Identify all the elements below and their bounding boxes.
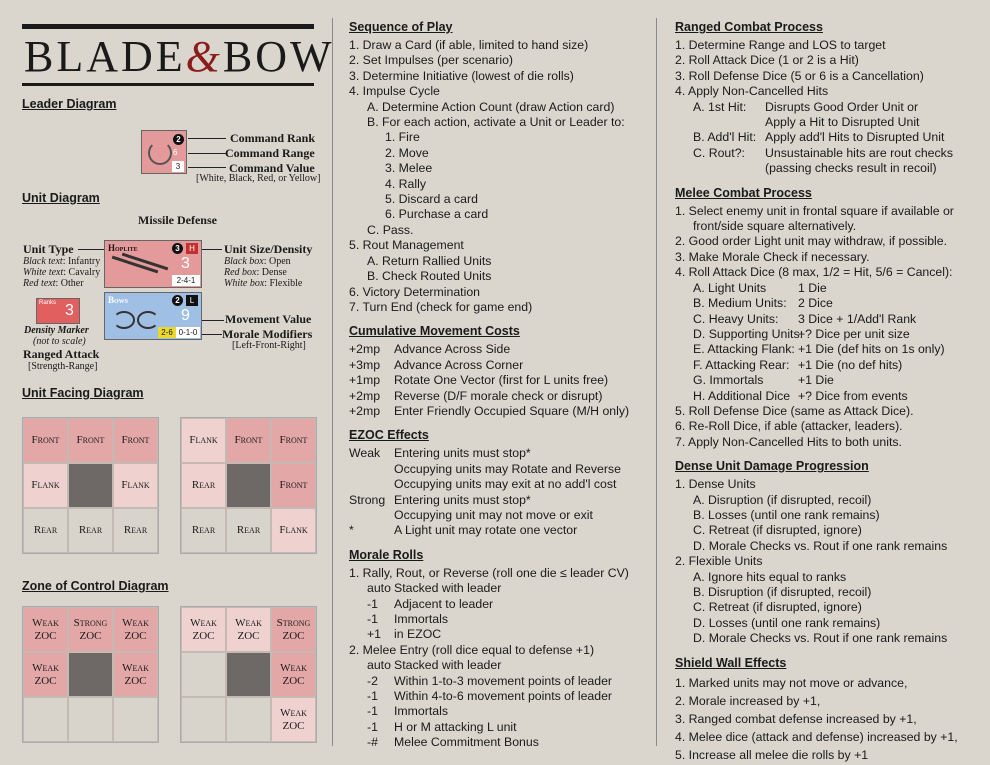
list-item bbox=[349, 674, 629, 689]
list-item: C. Retreat (if disrupted, ignore) bbox=[693, 600, 862, 615]
list-item bbox=[349, 612, 629, 627]
list-item bbox=[675, 312, 958, 327]
item-value: 3 Dice + 1/Add'l Rank bbox=[798, 311, 917, 326]
list-item: 4. Rally bbox=[385, 176, 427, 191]
item-key: G. Immortals bbox=[693, 373, 764, 388]
list-item: 3. Ranged combat defense increased by +1, bbox=[675, 711, 917, 726]
item-value: Within 1-to-3 movement points of leader bbox=[394, 673, 613, 688]
item-key: +2mp bbox=[349, 403, 381, 418]
item-key: -1 bbox=[367, 689, 378, 704]
list-item bbox=[675, 327, 958, 342]
movement-value: 3 bbox=[181, 255, 190, 272]
occupied-square bbox=[68, 652, 113, 697]
grid-square: Strong ZOC bbox=[68, 607, 113, 652]
item-key: D. Supporting Units: bbox=[693, 326, 804, 341]
command-range-label: Command Range bbox=[225, 146, 315, 160]
item-value: 2 Dice bbox=[798, 296, 833, 311]
morale-note: [Left-Front-Right] bbox=[232, 340, 306, 351]
facing-grid bbox=[180, 417, 317, 554]
item-key: +2mp bbox=[349, 342, 381, 357]
list-item bbox=[675, 358, 958, 373]
morale-mods: 2-4-1 bbox=[172, 275, 200, 286]
item-key: -1 bbox=[367, 612, 378, 626]
occupied-square bbox=[226, 463, 271, 508]
item-key: * bbox=[349, 523, 354, 538]
item-value: Occupying units may exit at no add'l cost bbox=[394, 477, 617, 492]
list-item: 6. Re-Roll Dice, if able (attacker, leaders). bbox=[675, 419, 903, 434]
item-key: B. Medium Units: bbox=[693, 296, 787, 311]
density-marker: Ranks 3 bbox=[36, 298, 80, 324]
grid-square: Rear bbox=[23, 508, 68, 553]
item-value: Stacked with leader bbox=[394, 658, 502, 673]
grid-square bbox=[181, 697, 226, 742]
list-item: 7. Apply Non-Cancelled Hits to both units. bbox=[675, 434, 902, 449]
list-item: C. Retreat (if disrupted, ignore) bbox=[693, 523, 862, 538]
item-value: Immortals bbox=[394, 612, 448, 626]
item-key: auto bbox=[367, 658, 391, 673]
density-note: (not to scale) bbox=[33, 336, 86, 347]
unit-name: Hoplite bbox=[108, 243, 138, 253]
list-item: 1. Draw a Card (if able, limited to hand size) bbox=[349, 38, 589, 52]
sequence-heading: Sequence of Play bbox=[349, 20, 453, 34]
item-key: +1mp bbox=[349, 373, 381, 388]
list-item bbox=[675, 161, 958, 176]
grid-square: Weak ZOC bbox=[271, 697, 316, 742]
zoc-grid bbox=[22, 606, 159, 743]
zoc-grid bbox=[180, 606, 317, 743]
bow-icon bbox=[113, 311, 135, 329]
list-item: 1. Determine Range and LOS to target bbox=[675, 38, 886, 52]
laurel-icon bbox=[148, 141, 172, 165]
list-item: A. Disruption (if disrupted, recoil) bbox=[693, 492, 872, 507]
rank-dot: 2 bbox=[173, 134, 184, 145]
occupied-square bbox=[226, 652, 271, 697]
item-key: F. Attacking Rear: bbox=[693, 357, 790, 372]
grid-square: Rear bbox=[181, 463, 226, 508]
middle-column: Sequence of Play 1. Draw a Card (if able, limited to hand size) 2. Set Impulses (per scenario) 3. Determine Initiative (lowest of die rolls) 4. Impulse Cycle A. Determine Action Count (draw Action card) B. For each action, activate a Unit or Leader to: 1. Fire 2. Move 3. Melee 4. Rally 5. Discard a card 6. Purchase a card C. Pass. 5. Rout Management A. Return Rallied Units B. Check Routed Units 6. Victory Determination 7. Turn End (check for game end) Cumulative Movement Costs +2mp Advance Across Side +3mp Advance Across Corner +1mp Rotate One Vector (first for L units free) +2mp Reverse (D/F morale check or disrupt) +2mp Enter Friendly Occupied Square (M/H only) EZOC Effects Weak Entering units must stop* Occupying units may Rotate and Reverse Occupying units may exit at no add'l cost Strong Entering units must stop* Occupying unit may not move or exit * A Light unit may rotate one vector Morale Rolls 1. Rally, Rout, or Reverse (roll one die ≤ leader CV) auto Stacked with leader -1 Adjacent to leader -1 Immortals +1 in EZOC 2. Melee Entry (roll dice equal to defense +1) auto Stacked with leader -2 Within 1-to-3 movement points of leader -1 Within 4-to-6 movement points of leader -1 Immortals -1 H or M attacking L unit -# Melee Commitment Bonus bbox=[349, 20, 630, 750]
item-value: +? Dice per unit size bbox=[798, 326, 910, 341]
unit-diagram-heading: Unit Diagram bbox=[22, 191, 100, 205]
list-item bbox=[349, 462, 629, 477]
list-item: 5. Increase all melee die rolls by +1 bbox=[675, 747, 869, 762]
list-item: 1. Marked units may not move or advance, bbox=[675, 675, 908, 690]
item-value: Apply add'l Hits to Disrupted Unit bbox=[765, 130, 945, 145]
list-item: A. Ignore hits equal to ranks bbox=[693, 569, 847, 584]
list-item: B. Losses (until one rank remains) bbox=[693, 507, 880, 522]
missile-defense-dot: 2 bbox=[172, 295, 183, 306]
list-item bbox=[349, 720, 629, 735]
item-key: +3mp bbox=[349, 357, 381, 372]
grid-square: Weak ZOC bbox=[23, 607, 68, 652]
grid-square: Weak ZOC bbox=[271, 652, 316, 697]
grid-square bbox=[181, 652, 226, 697]
unit-name: Bows bbox=[108, 295, 129, 305]
grid-square: Front bbox=[113, 418, 158, 463]
movement-costs-heading: Cumulative Movement Costs bbox=[349, 324, 520, 339]
list-item: 4. Apply Non-Cancelled Hits bbox=[675, 84, 829, 99]
grid-square: Front bbox=[68, 418, 113, 463]
game-title: BLADE&BOW bbox=[22, 24, 314, 86]
list-item: 2. Set Impulses (per scenario) bbox=[349, 53, 514, 68]
grid-square: Strong ZOC bbox=[271, 607, 316, 652]
list-item bbox=[349, 358, 629, 373]
missile-defense-label: Missile Defense bbox=[138, 213, 217, 227]
item-key: A. Light Units bbox=[693, 280, 767, 295]
size-box: L bbox=[186, 295, 198, 306]
command-rank-label: Command Rank bbox=[230, 131, 316, 145]
dense-heading: Dense Unit Damage Progression bbox=[675, 459, 869, 474]
item-value: Entering units must stop* bbox=[394, 446, 531, 461]
item-key bbox=[693, 161, 765, 176]
list-item bbox=[675, 342, 958, 357]
item-value: +? Dice from events bbox=[798, 388, 908, 403]
ranged-heading: Ranged Combat Process bbox=[675, 20, 823, 34]
list-item: B. Check Routed Units bbox=[367, 269, 492, 284]
shield-wall-heading: Shield Wall Effects bbox=[675, 655, 787, 670]
list-item bbox=[675, 281, 958, 296]
item-value: Rotate One Vector (first for L units free) bbox=[394, 373, 609, 388]
list-item bbox=[349, 627, 629, 642]
list-item: A. Return Rallied Units bbox=[367, 253, 492, 268]
item-value: Within 4-to-6 movement points of leader bbox=[394, 689, 613, 704]
list-item bbox=[675, 373, 958, 388]
grid-square: Weak ZOC bbox=[23, 652, 68, 697]
item-key: auto bbox=[367, 581, 391, 596]
bows-counter bbox=[104, 292, 202, 340]
item-key bbox=[349, 508, 394, 523]
item-value: Stacked with leader bbox=[394, 581, 502, 596]
grid-square: Front bbox=[23, 418, 68, 463]
hoplite-counter bbox=[104, 240, 202, 288]
list-item bbox=[349, 342, 629, 357]
command-value-label: Command Value bbox=[229, 161, 315, 175]
list-item bbox=[349, 373, 629, 388]
list-item: 4. Impulse Cycle bbox=[349, 84, 440, 99]
item-value: Reverse (D/F morale check or disrupt) bbox=[394, 388, 603, 403]
list-item bbox=[349, 523, 629, 538]
grid-square bbox=[68, 697, 113, 742]
unit-type-label: Unit Type bbox=[23, 242, 74, 256]
occupied-square bbox=[68, 463, 113, 508]
bow-icon bbox=[137, 311, 159, 329]
grid-square bbox=[23, 697, 68, 742]
list-item bbox=[349, 597, 629, 612]
morale-mods: 0-1-0 bbox=[176, 327, 200, 338]
density-marker-label: Density Marker bbox=[24, 325, 89, 336]
list-item bbox=[349, 704, 629, 719]
list-item: 1. Fire bbox=[385, 130, 420, 145]
list-item bbox=[349, 508, 629, 523]
item-key bbox=[693, 115, 765, 130]
item-key bbox=[349, 477, 394, 492]
list-item: 2. Good order Light unit may withdraw, if possible. bbox=[675, 234, 948, 249]
list-item bbox=[349, 477, 629, 492]
item-key: E. Attacking Flank: bbox=[693, 342, 795, 357]
list-item: D. Morale Checks vs. Rout if one rank remains bbox=[693, 538, 948, 553]
list-item bbox=[349, 446, 629, 461]
item-value: +1 Die (def hits on 1s only) bbox=[798, 342, 945, 357]
list-item bbox=[349, 581, 629, 596]
item-value: +1 Die (no def hits) bbox=[798, 357, 903, 372]
item-value: in EZOC bbox=[394, 627, 442, 642]
list-item: 2. Morale increased by +1, bbox=[675, 693, 821, 708]
list-item: B. Disruption (if disrupted, recoil) bbox=[693, 585, 872, 599]
list-item bbox=[349, 404, 629, 419]
item-value: Entering units must stop* bbox=[394, 492, 531, 507]
list-item: 3. Melee bbox=[385, 161, 433, 176]
item-value: H or M attacking L unit bbox=[394, 719, 517, 734]
grid-square: Rear bbox=[226, 508, 271, 553]
item-value: Enter Friendly Occupied Square (M/H only) bbox=[394, 403, 630, 418]
item-value: Advance Across Side bbox=[394, 342, 511, 357]
command-value-note: [White, Black, Red, or Yellow] bbox=[196, 173, 321, 184]
ranged-attack-note: [Strength-Range] bbox=[28, 361, 98, 372]
morale-modifiers-label: Morale Modifiers bbox=[222, 327, 313, 341]
item-value: Melee Commitment Bonus bbox=[394, 735, 539, 750]
item-key: C. Rout?: bbox=[693, 145, 745, 160]
list-item bbox=[675, 100, 958, 115]
list-item: 5. Discard a card bbox=[385, 192, 478, 207]
grid-square: Front bbox=[226, 418, 271, 463]
list-item: 3. Determine Initiative (lowest of die rolls) bbox=[349, 68, 574, 83]
item-key: Weak bbox=[349, 446, 381, 461]
morale-heading: Morale Rolls bbox=[349, 547, 424, 562]
item-key: Strong bbox=[349, 492, 386, 507]
item-key: -1 bbox=[367, 704, 378, 719]
item-key: -1 bbox=[367, 596, 378, 611]
list-item bbox=[349, 735, 629, 750]
unit-facing-heading: Unit Facing Diagram bbox=[22, 386, 144, 400]
item-key: -1 bbox=[367, 719, 378, 734]
movement-value: 9 bbox=[181, 307, 190, 324]
item-value: +1 Die bbox=[798, 373, 834, 388]
movement-value-label: Movement Value bbox=[225, 312, 312, 326]
item-key bbox=[349, 462, 394, 477]
item-value: Immortals bbox=[394, 704, 448, 719]
grid-square bbox=[226, 697, 271, 742]
grid-square: Flank bbox=[113, 463, 158, 508]
list-item bbox=[349, 493, 629, 508]
list-item bbox=[349, 689, 629, 704]
leader-diagram-heading: Leader Diagram bbox=[22, 97, 117, 111]
item-key: -2 bbox=[367, 673, 378, 688]
list-item bbox=[675, 130, 958, 145]
list-item: 2. Roll Attack Dice (1 or 2 is a Hit) bbox=[675, 53, 859, 68]
list-item: D. Losses (until one rank remains) bbox=[693, 615, 881, 630]
ezoc-heading: EZOC Effects bbox=[349, 428, 429, 443]
zoc-heading: Zone of Control Diagram bbox=[22, 579, 169, 593]
column-divider bbox=[656, 18, 657, 746]
list-item bbox=[675, 146, 958, 161]
range-value: 6 bbox=[173, 148, 178, 157]
grid-square bbox=[113, 697, 158, 742]
list-item: 3. Roll Defense Dice (5 or 6 is a Cancellation) bbox=[675, 68, 924, 83]
item-key: +2mp bbox=[349, 388, 381, 403]
missile-defense-dot: 3 bbox=[172, 243, 183, 254]
grid-square: Front bbox=[271, 418, 316, 463]
grid-square: Flank bbox=[271, 508, 316, 553]
grid-square: Rear bbox=[181, 508, 226, 553]
column-divider bbox=[332, 18, 333, 746]
item-key: H. Additional Dice bbox=[693, 388, 791, 403]
grid-square: Flank bbox=[181, 418, 226, 463]
ranged-attack-box: 2-6 bbox=[158, 327, 176, 338]
list-item bbox=[675, 115, 958, 130]
list-item: 4. Roll Attack Dice (8 max, 1/2 = Hit, 5/6 = Cancel): bbox=[675, 265, 953, 280]
grid-square: Flank bbox=[23, 463, 68, 508]
reference-card: BLADE&BOW Leader Diagram 2 6 3 Command Rank Command Range Command Value [White, Black, Red, or Yellow] Unit Diagram Missile Defense Unit Type Black text: Infantry White text: Cavalry Red text: Other Unit Size/Density Black box: Open Red box: Dense White box: Flexible Hoplite 3 H 3 2-4-1 Ranks 3 Density Marker (not to scale) Bows 2 L 9 2-6 0-1-0 Movement Value Morale Modifiers [Left-Front-Right] Ranged Attack [Strength-Range] Unit Facing Diagram Front Front Front Flank Flank Rear Rear Rear Flank Front Front Rear Front Rear Rear Flank Zone of Control Diagram Weak ZOC Strong ZOC Weak ZOC Weak ZOC Weak ZOC Weak ZOC Weak ZOC Strong ZOC Weak ZOC Weak ZOC Sequence of Play 1. Draw a Card (if able, limited to hand size) 2. Set Impulses (per scenario) 3. Determine Initiative (lowest of die rolls) 4. Impulse Cycle A. Determine Action Count (draw Action card) B. For each action, activate a Unit or Leader to: 1. Fire 2. Move 3. Melee 4. Rally 5. Discard a card 6. Purchase a card C. Pass. 5. Rout Management A. Return Rallied Units B. Check Routed Units 6. Victory Determination 7. Turn End (check for game end) Cumulative Movement Costs +2mp Advance Across Side +3mp Advance Across Corner +1mp Rotate One Vector (first for L units free) +2mp Reverse (D/F morale check or disrupt) +2mp Enter Friendly Occupied Square (M/H only) EZOC Effects Weak Entering units must stop* Occupying units may Rotate and Reverse Occupying units may exit at no add'l cost Strong Entering units must stop* Occupying unit may not move or exit * A Light unit may rotate one vector Morale Rolls 1. Rally, Rout, or Reverse (roll one die ≤ leader CV) auto Stacked with leader -1 Adjacent to leader -1 Immortals +1 in EZOC 2. Melee Entry (roll dice equal to defense +1) auto Stacked with leader -2 Within 1-to-3 movement points of leader -1 Within 4-to-6 movement points of leader -1 Immortals -1 H or M attacking L unit -# Melee Commitment Bonus Ranged Combat Process 1. Determine Range and LOS to target 2. Roll Attack Dice (1 or 2 is a Hit) 3. Roll Defense Dice (5 or 6 is a Cancellation) 4. Apply Non-Cancelled Hits A. 1st Hit: Disrupts Good Order Unit or Apply a Hit to Disrupted Unit B. Add'l Hit: Apply add'l Hits to Disrupted Unit C. Rout?: Unsustainable hits are rout checks (passing checks result in recoil) Melee Combat Process 1. Select enemy unit in frontal square if available or front/side square alternatively. 2. Good order Light unit may withdraw, if possible. 3. Make Morale Check if necessary. 4. Roll Attack Dice (8 max, 1/2 = Hit, 5/6 = Cancel): A. Light Units 1 Die B. Medium Units: 2 Dice C. Heavy Units: 3 Dice + 1/Add'l Rank D. Supporting Units: +? Dice per unit size E. Attacking Flank: +1 Die (def hits on 1s only) F. Attacking Rear: +1 Die (no def hits) G. Immortals +1 Die H. Additional Dice +? Dice from events 5. Roll Defense Dice (same as Attack Dice). 6. Re-Roll Dice, if able (attacker, leaders). 7. Apply Non-Cancelled Hits to both units. Dense Unit Damage Progression 1. Dense Units A. Disruption (if disrupted, recoil) B. Losses (until one rank remains) C. Retreat (if disrupted, ignore) D. Morale Checks vs. Rout if one rank remains 2. Flexible Units A. Ignore hits equal to ranks B. Disruption (if disrupted, recoil) C. Retreat (if disrupted, ignore) D. Losses (until one rank remains) D. Morale Checks vs. Rout if one rank remains Shield Wall Effects 1. Marked units may not move or advance, 2. Morale increased by +1, 3. Ranged combat defense increased by +1, 4. Melee dice (attack and defense) increased by +1, 5. Increase all melee die rolls by +1 bbox=[0, 0, 990, 765]
right-column: Ranged Combat Process 1. Determine Range and LOS to target 2. Roll Attack Dice (1 or 2 is a Hit) 3. Roll Defense Dice (5 or 6 is a Cancellation) 4. Apply Non-Cancelled Hits A. 1st Hit: Disrupts Good Order Unit or Apply a Hit to Disrupted Unit B. Add'l Hit: Apply add'l Hits to Disrupted Unit C. Rout?: Unsustainable hits are rout checks (passing checks result in recoil) Melee Combat Process 1. Select enemy unit in frontal square if available or front/side square alternatively. 2. Good order Light unit may withdraw, if possible. 3. Make Morale Check if necessary. 4. Roll Attack Dice (8 max, 1/2 = Hit, 5/6 = Cancel): A. Light Units 1 Die B. Medium Units: 2 Dice C. Heavy Units: 3 Dice + 1/Add'l Rank D. Supporting Units: +? Dice per unit size E. Attacking Flank: +1 Die (def hits on 1s only) F. Attacking Rear: +1 Die (no def hits) G. Immortals +1 Die H. Additional Dice +? Dice from events 5. Roll Defense Dice (same as Attack Dice). 6. Re-Roll Dice, if able (attacker, leaders). 7. Apply Non-Cancelled Hits to both units. Dense Unit Damage Progression 1. Dense Units A. Disruption (if disrupted, recoil) B. Losses (until one rank remains) C. Retreat (if disrupted, ignore) D. Morale Checks vs. Rout if one rank remains 2. Flexible Units A. Ignore hits equal to ranks B. Disruption (if disrupted, recoil) C. Retreat (if disrupted, ignore) D. Losses (until one rank remains) D. Morale Checks vs. Rout if one rank remains Shield Wall Effects 1. Marked units may not move or advance, 2. Morale increased by +1, 3. Ranged combat defense increased by +1, 4. Melee dice (attack and defense) increased by +1, 5. Increase all melee die rolls by +1 bbox=[675, 20, 958, 762]
list-item: 6. Purchase a card bbox=[385, 207, 489, 222]
unit-size-label: Unit Size/Density bbox=[224, 242, 313, 256]
item-value: Adjacent to leader bbox=[394, 596, 494, 611]
list-item: 3. Make Morale Check if necessary. bbox=[675, 249, 870, 264]
grid-square: Weak ZOC bbox=[181, 607, 226, 652]
grid-square: Front bbox=[271, 463, 316, 508]
item-value: (passing checks result in recoil) bbox=[765, 161, 937, 176]
list-item: 4. Melee dice (attack and defense) increased by +1, bbox=[675, 729, 958, 744]
item-key: +1 bbox=[367, 627, 382, 642]
grid-square: Weak ZOC bbox=[113, 652, 158, 697]
grid-square: Rear bbox=[113, 508, 158, 553]
item-value: Occupying units may Rotate and Reverse bbox=[394, 461, 621, 476]
item-value: Apply a Hit to Disrupted Unit bbox=[765, 115, 920, 130]
item-value: Occupying unit may not move or exit bbox=[394, 507, 593, 522]
item-key: B. Add'l Hit: bbox=[693, 130, 757, 145]
item-value: A Light unit may rotate one vector bbox=[394, 523, 578, 538]
list-item: 5. Roll Defense Dice (same as Attack Dice). bbox=[675, 403, 914, 418]
list-item bbox=[675, 389, 958, 404]
item-value: Disrupts Good Order Unit or bbox=[765, 99, 919, 114]
value-box: 3 bbox=[172, 161, 184, 172]
list-item: D. Morale Checks vs. Rout if one rank remains bbox=[693, 631, 948, 646]
list-item bbox=[675, 296, 958, 311]
size-box: H bbox=[186, 243, 198, 254]
grid-square: Weak ZOC bbox=[226, 607, 271, 652]
list-item bbox=[349, 389, 629, 404]
facing-grid bbox=[22, 417, 159, 554]
item-value: Advance Across Corner bbox=[394, 357, 524, 372]
melee-heading: Melee Combat Process bbox=[675, 185, 812, 200]
item-key: C. Heavy Units: bbox=[693, 311, 779, 326]
list-item bbox=[349, 658, 629, 673]
item-key: -# bbox=[367, 735, 378, 750]
item-value: Unsustainable hits are rout checks bbox=[765, 145, 953, 160]
ranged-attack-label: Ranged Attack bbox=[23, 347, 100, 361]
list-item: 2. Move bbox=[385, 145, 429, 160]
item-key: A. 1st Hit: bbox=[693, 99, 747, 114]
item-value: 1 Die bbox=[798, 280, 827, 295]
grid-square: Weak ZOC bbox=[113, 607, 158, 652]
grid-square: Rear bbox=[68, 508, 113, 553]
leader-counter bbox=[141, 130, 187, 174]
